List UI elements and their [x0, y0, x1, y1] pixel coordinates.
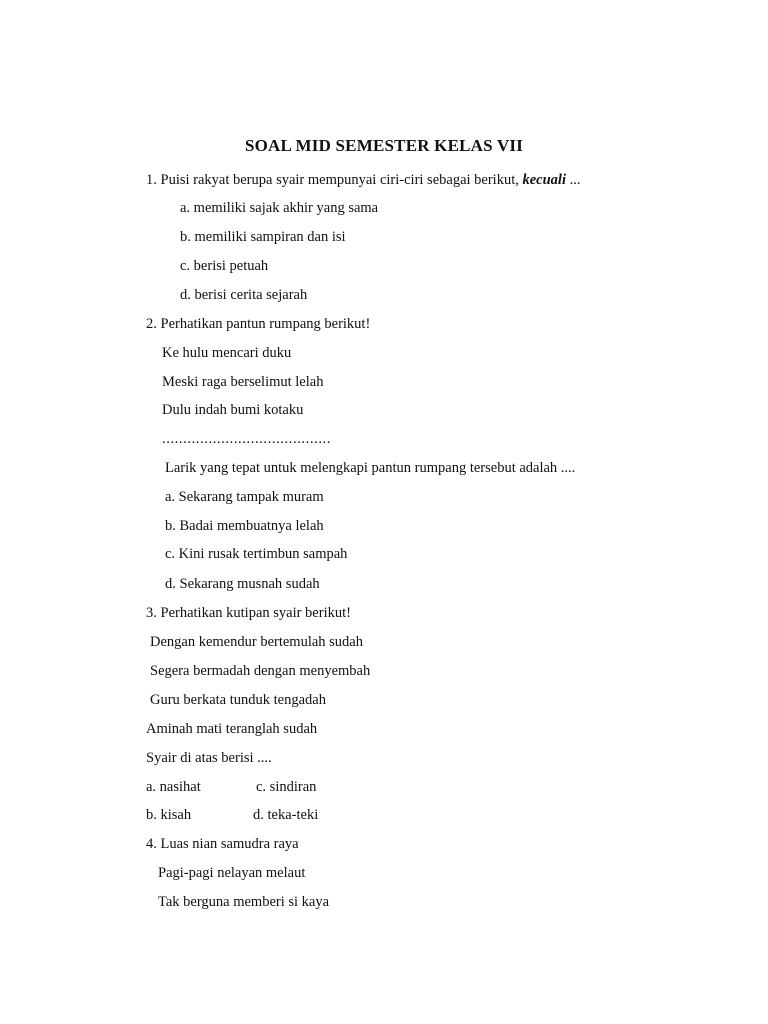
question-2-option-d: d. Sekarang musnah sudah: [165, 576, 320, 592]
question-4-stem: 4. Luas nian samudra raya: [146, 836, 299, 852]
document-title: SOAL MID SEMESTER KELAS VII: [244, 136, 524, 155]
question-1-text: 1. Puisi rakyat berupa syair mempunyai ciri-ciri sebagai berikut,: [146, 172, 523, 188]
question-2-question: Larik yang tepat untuk melengkapi pantun rumpang tersebut adalah ....: [165, 460, 576, 476]
question-3-question: Syair di atas berisi ....: [146, 750, 272, 766]
question-3-option-c: c. sindiran: [256, 779, 317, 795]
pantun-line-2: Meski raga berselimut lelah: [162, 374, 324, 390]
question-2-option-b: b. Badai membuatnya lelah: [165, 518, 324, 534]
question-1-option-b: b. memiliki sampiran dan isi: [180, 229, 346, 245]
question-1-stem: [146, 171, 580, 189]
syair-line-1: Dengan kemendur bertemulah sudah: [150, 634, 363, 650]
question-3-option-a: a. nasihat: [146, 779, 201, 795]
question-2-stem: 2. Perhatikan pantun rumpang berikut!: [146, 316, 371, 332]
question-1-option-c: c. berisi petuah: [180, 258, 269, 274]
question-3-stem: 3. Perhatikan kutipan syair berikut!: [146, 605, 351, 621]
question-2-option-c: c. Kini rusak tertimbun sampah: [165, 546, 348, 562]
syair-line-3: Guru berkata tunduk tengadah: [150, 692, 326, 708]
question-4-line-1: Pagi-pagi nelayan melaut: [158, 865, 306, 881]
syair-line-2: Segera bermadah dengan menyembah: [150, 663, 371, 679]
question-1-option-d: d. berisi cerita sejarah: [180, 287, 308, 303]
syair-line-4: Aminah mati teranglah sudah: [146, 721, 318, 737]
question-4-line-2: Tak berguna memberi si kaya: [158, 894, 330, 910]
question-1-ellipsis: ...: [565, 172, 581, 188]
pantun-line-blank: ........................................: [162, 431, 331, 447]
pantun-line-3: Dulu indah bumi kotaku: [162, 402, 304, 418]
question-3-option-b: b. kisah: [146, 807, 192, 823]
question-3-option-d: d. teka-teki: [253, 807, 319, 823]
question-1-option-a: a. memiliki sajak akhir yang sama: [180, 200, 379, 216]
question-2-option-a: a. Sekarang tampak muram: [165, 489, 324, 505]
pantun-line-1: Ke hulu mencari duku: [162, 345, 292, 361]
question-1-keyword: kecuali: [522, 172, 566, 188]
